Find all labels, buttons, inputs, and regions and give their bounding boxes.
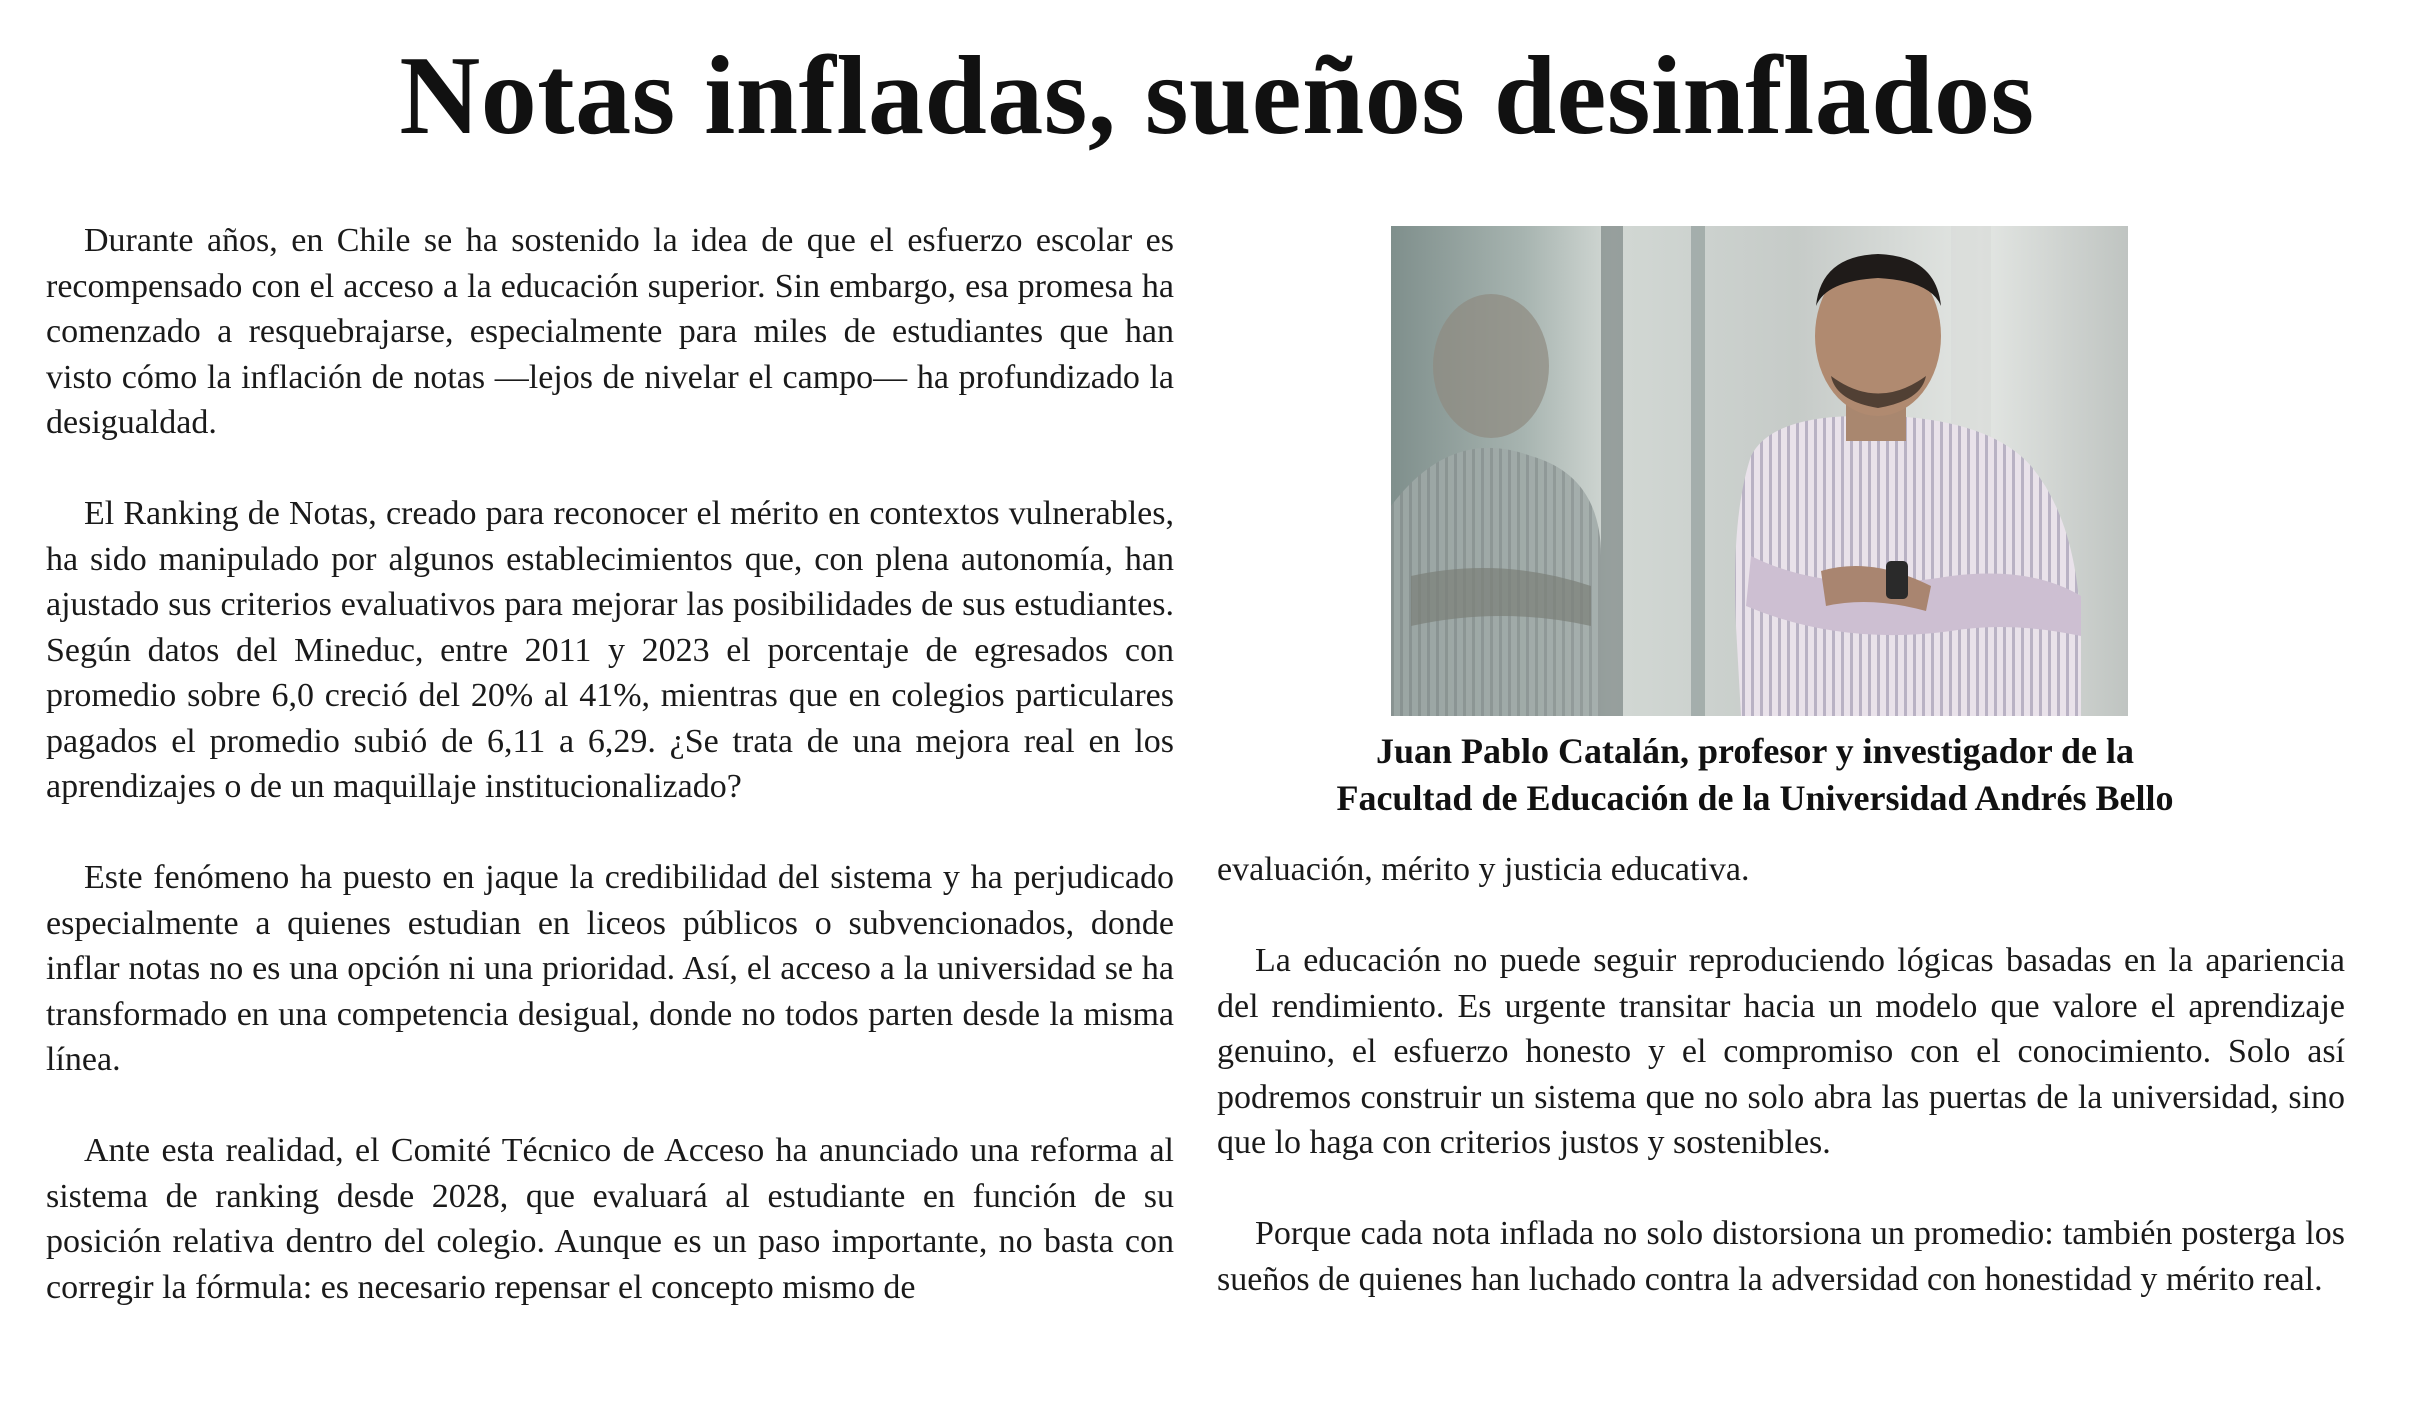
paragraph-2: El Ranking de Notas, creado para reconocer el mérito en contextos vulnerables, ha sido manipulado por algunos establecimientos que, con plena autonomía, han ajustado sus criterios evaluativos para mejorar las posibilidades de sus estudiantes. Según datos del Mineduc, entre 2011 y 2023 el porcentaje de egresados con promedio sobre 6,0 creció del 20% al 41%, mientras que en colegios particulares pagados el promedio subió de 6,11 a 6,29. ¿Se trata de una mejora real en los aprendizajes o de un maquillaje institucionalizado? [46,495,1174,805]
author-photo [1391,226,2128,716]
author-portrait-image [1391,226,2128,716]
paragraph-1: Durante años, en Chile se ha sostenido la idea de que el esfuerzo escolar es recompensado con el acceso a la educación superior. Sin embargo, esa promesa ha comenzado a resquebrajarse, especialmente para miles de estudiantes que han visto cómo la inflación de notas —lejos de nivelar el campo— ha profundizado la desigualdad. [46,222,1174,441]
caption-line-2: Facultad de Educación de la Universidad Andrés Bello [1336,778,2174,818]
paragraph-3: Este fenómeno ha puesto en jaque la credibilidad del sistema y ha perjudicado especialmente a quienes estudian en liceos públicos o subvencionados, donde inflar notas no es una opción ni una prioridad. Así, el acceso a la universidad se ha transformado en una competencia desigual, donde no todos parten desde la misma línea. [46,859,1174,1078]
left-column [46,218,1174,1356]
photo-caption [1250,728,2260,822]
caption-line-1: Juan Pablo Catalán, profesor y investigador de la [1375,731,2135,771]
article-title: Notas infladas, sueños desinflados [399,34,2035,158]
paragraph-6: La educación no puede seguir reproduciendo lógicas basadas en la apariencia del rendimiento. Es urgente transitar hacia un modelo que valore el aprendizaje genuino, el esfuerzo honesto y el compromiso con el conocimiento. Solo así podremos construir un sistema que no solo abra las puertas de la universidad, sino que lo haga con criterios justos y sostenibles. [1217,942,2345,1161]
right-column [1217,847,2345,1348]
paragraph-5: evaluación, mérito y justicia educativa. [1217,851,1750,888]
paragraph-4: Ante esta realidad, el Comité Técnico de Acceso ha anunciado una reforma al sistema de ranking desde 2028, que evaluará al estudiante en función de su posición relativa dentro del colegio. Aunque es un paso importante, no basta con corregir la fórmula: es necesario repensar el concepto mismo de [46,1132,1174,1306]
paragraph-7: Porque cada nota inflada no solo distorsiona un promedio: también posterga los sueños de quienes han luchado contra la adversidad con honestidad y mérito real. [1217,1215,2345,1298]
